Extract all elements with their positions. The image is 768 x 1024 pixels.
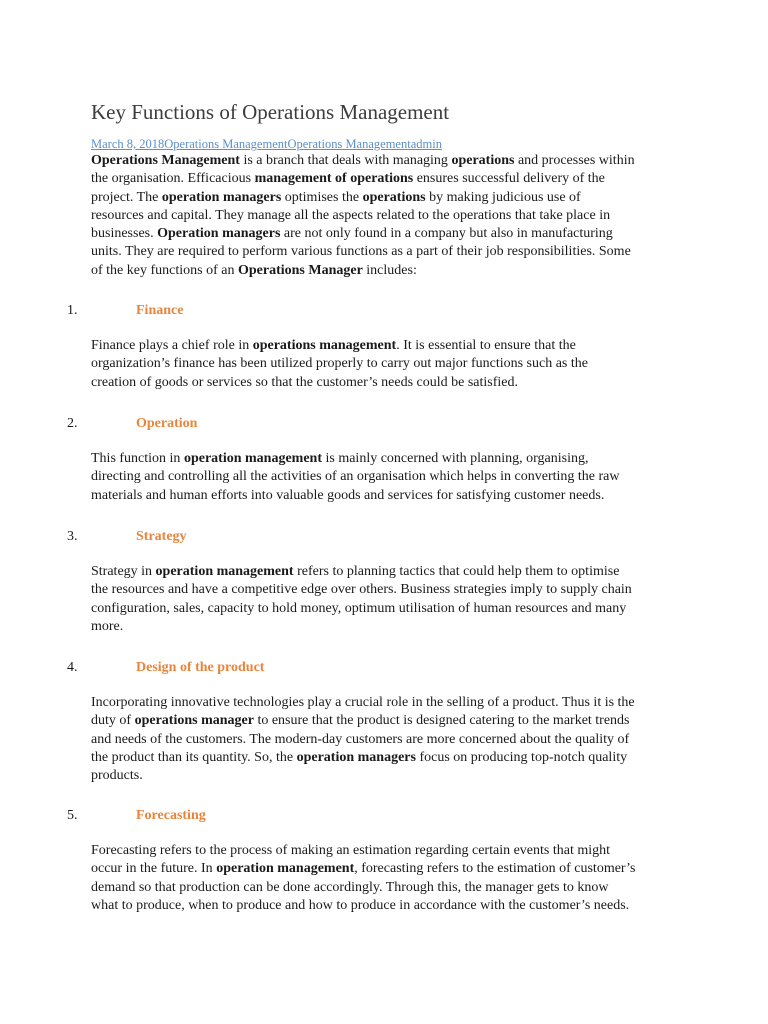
text-run: the organisation. Efficacious bbox=[91, 171, 255, 187]
section-number: 2. bbox=[67, 416, 78, 431]
text-run: This function in bbox=[91, 451, 184, 466]
bold-term: operation managers bbox=[161, 189, 282, 205]
bold-term: operations bbox=[451, 153, 515, 168]
text-line bbox=[91, 487, 691, 505]
text-line bbox=[91, 600, 691, 618]
text-run: occur in the future. In bbox=[91, 861, 217, 877]
text-run: is mainly concerned with planning, organising, bbox=[321, 451, 589, 466]
section-number: 5. bbox=[67, 808, 78, 823]
section-heading-strategy: Strategy bbox=[136, 529, 187, 544]
text-run: directing and controlling all the activities of an organisation which helps in converting the raw bbox=[91, 469, 620, 485]
text-line bbox=[91, 225, 691, 243]
intro-paragraph bbox=[91, 152, 691, 280]
text-run: to ensure that the product is designed catering to the market trends bbox=[253, 713, 630, 729]
text-run: ensures successful delivery of the bbox=[413, 171, 605, 187]
text-line bbox=[91, 897, 691, 915]
text-line bbox=[91, 468, 691, 486]
section-number: 3. bbox=[67, 529, 78, 544]
text-line bbox=[91, 694, 691, 712]
bold-term: Operations Management bbox=[91, 153, 240, 168]
text-run: creation of goods or services so that the customer’s needs could be satisfied. bbox=[91, 374, 519, 390]
text-line bbox=[91, 374, 691, 392]
text-run: . It is essential to ensure that the bbox=[396, 338, 576, 353]
text-line bbox=[91, 563, 691, 581]
text-line bbox=[91, 581, 691, 599]
section-heading-finance: Finance bbox=[136, 303, 184, 318]
text-run: are not only found in a company but also in manufacturing bbox=[280, 226, 613, 242]
section-heading-operation: Operation bbox=[136, 416, 198, 431]
text-line bbox=[91, 842, 691, 860]
text-run: of the key functions of an bbox=[91, 262, 238, 278]
text-line bbox=[91, 731, 691, 749]
section-paragraph-operation bbox=[91, 450, 691, 505]
section-heading-forecasting: Forecasting bbox=[136, 808, 206, 823]
text-run: what to produce, when to produce and how to produce in accordance with the customer’s needs. bbox=[91, 897, 630, 913]
text-run: more. bbox=[91, 618, 124, 634]
section-paragraph-forecasting bbox=[91, 842, 691, 915]
text-line bbox=[91, 189, 691, 207]
bold-term: management of operations bbox=[254, 171, 414, 187]
bold-term: operation managers bbox=[296, 749, 416, 765]
text-line bbox=[91, 152, 691, 170]
text-run: duty of bbox=[91, 713, 135, 729]
article-title: Key Functions of Operations Management bbox=[91, 100, 450, 124]
text-line bbox=[91, 355, 691, 373]
text-run: materials and human efforts into valuable goods and services for satisfying customer needs. bbox=[91, 487, 605, 503]
text-line bbox=[91, 243, 691, 261]
text-run: optimises the bbox=[281, 189, 363, 205]
text-run: focus on producing top-notch quality bbox=[415, 749, 628, 765]
text-line bbox=[91, 262, 691, 280]
bold-term: Operations Manager bbox=[237, 262, 363, 278]
text-line bbox=[91, 337, 691, 355]
text-run: and processes within bbox=[514, 153, 635, 168]
post-meta-link[interactable]: March 8, 2018Operations ManagementOperations Managementadmin bbox=[91, 137, 442, 151]
bold-term: operation management bbox=[183, 451, 322, 466]
section-paragraph-strategy bbox=[91, 563, 691, 636]
text-run: by making judicious use of bbox=[425, 189, 581, 205]
text-line bbox=[91, 879, 691, 897]
text-run: refers to planning tactics that could help them to optimise bbox=[293, 564, 620, 579]
bold-term: operation management bbox=[216, 861, 355, 877]
text-run: products. bbox=[91, 768, 143, 784]
bold-term: operations management bbox=[252, 338, 397, 353]
text-line bbox=[91, 618, 691, 636]
bold-term: Operation managers bbox=[157, 226, 281, 242]
text-line bbox=[91, 207, 691, 225]
text-run: configuration, sales, capacity to hold money, optimum utilisation of human resources and many bbox=[91, 600, 627, 616]
text-run: Forecasting refers to the process of making an estimation regarding certain events that might bbox=[91, 843, 611, 858]
section-number: 4. bbox=[67, 660, 78, 675]
text-run: units. They are required to perform various functions as a part of their job responsibilities. Some bbox=[91, 244, 631, 260]
text-run: is a branch that deals with managing bbox=[239, 153, 452, 168]
text-line bbox=[91, 767, 691, 785]
bold-term: operations bbox=[362, 189, 426, 205]
text-run: , forecasting refers to the estimation of customer’s bbox=[354, 861, 636, 877]
text-line bbox=[91, 860, 691, 878]
text-run: project. The bbox=[91, 189, 162, 205]
text-run: demand so that production can be done accordingly. Through this, the manager gets to know bbox=[91, 879, 609, 895]
text-run: Strategy in bbox=[91, 564, 156, 579]
section-paragraph-design bbox=[91, 694, 691, 785]
section-heading-design: Design of the product bbox=[136, 660, 265, 675]
text-run: and needs of the customers. The modern-day customers are more concerned about the quality of bbox=[91, 731, 630, 747]
text-line bbox=[91, 170, 691, 188]
text-line bbox=[91, 749, 691, 767]
text-run: Incorporating innovative technologies play a crucial role in the selling of a product. Thus it is the bbox=[91, 695, 635, 710]
text-run: Finance plays a chief role in bbox=[91, 338, 253, 353]
text-line bbox=[91, 450, 691, 468]
bold-term: operation management bbox=[155, 564, 294, 579]
text-run: includes: bbox=[362, 262, 417, 278]
bold-term: operations manager bbox=[134, 713, 254, 729]
section-number: 1. bbox=[67, 303, 78, 318]
text-run: the product than its quantity. So, the bbox=[91, 749, 297, 765]
text-line bbox=[91, 712, 691, 730]
text-run: organization’s finance has been utilized properly to carry out major functions such as the bbox=[91, 356, 588, 372]
text-run: resources and capital. They manage all the aspects related to the operations that take place in bbox=[91, 207, 611, 223]
text-run: businesses. bbox=[91, 226, 158, 242]
section-paragraph-finance bbox=[91, 337, 691, 392]
text-run: the resources and have a competitive edge over others. Business strategies imply to supply chain bbox=[91, 582, 632, 598]
